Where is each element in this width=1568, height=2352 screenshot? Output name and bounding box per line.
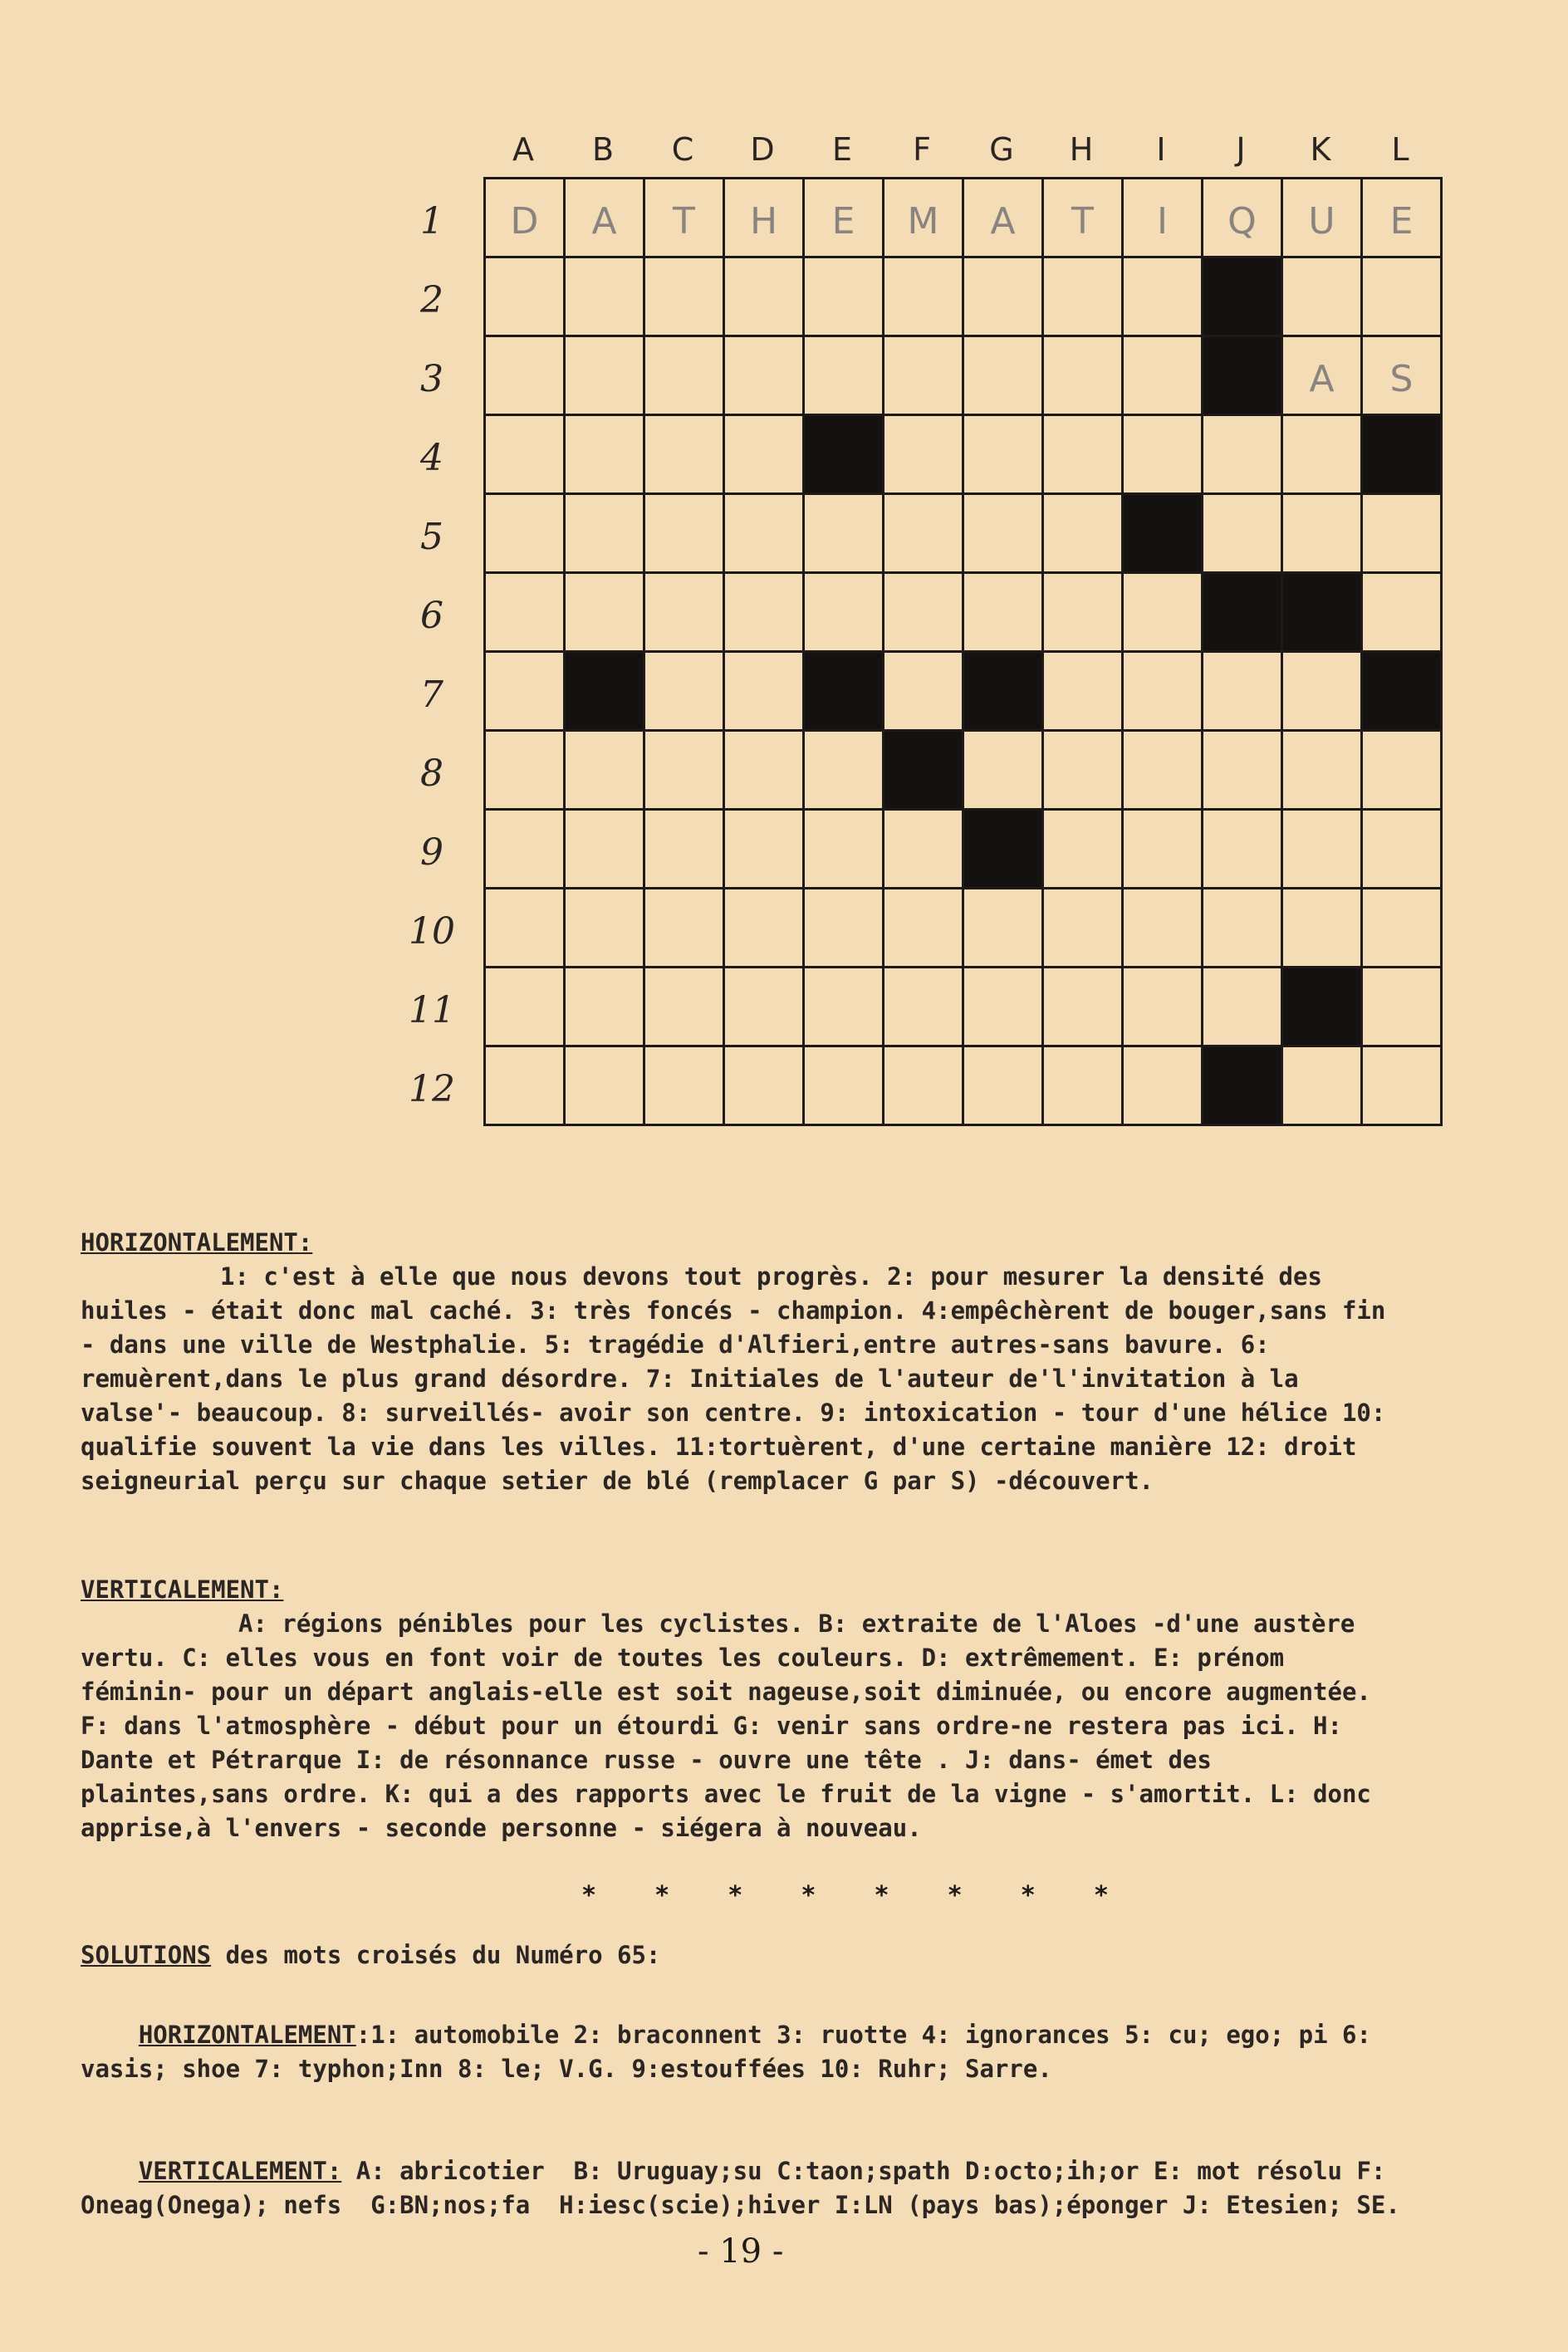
grid-cell-k7 (1283, 653, 1363, 732)
handwritten-letter: H (749, 199, 778, 243)
vertical-clues-section (81, 1573, 1401, 1845)
grid-cell-e6 (805, 574, 884, 653)
row-number-9: 9 (420, 831, 443, 874)
row-number-6: 6 (420, 595, 443, 637)
grid-cell-e12 (805, 1047, 884, 1126)
handwritten-letter: Q (1227, 199, 1257, 243)
grid-cell-e5 (805, 495, 884, 574)
grid-cell-b10 (566, 889, 645, 968)
grid-black-cell-j12 (1203, 1047, 1283, 1126)
grid-cell-l5 (1363, 495, 1443, 574)
grid-cell-c3 (645, 337, 725, 416)
grid-cell-c12 (645, 1047, 725, 1126)
grid-cell-c4 (645, 416, 725, 495)
grid-cell-a7 (486, 653, 566, 732)
grid-cell-k8 (1283, 732, 1363, 811)
grid-cell-d9 (725, 811, 805, 889)
column-letter-c: C (671, 131, 694, 168)
grid-cell-j4 (1203, 416, 1283, 495)
grid-cell-c10 (645, 889, 725, 968)
grid-cell-b4 (566, 416, 645, 495)
grid-cell-d8 (725, 732, 805, 811)
handwritten-letter: I (1157, 199, 1168, 243)
grid-black-cell-k11 (1283, 968, 1363, 1047)
row-number-1: 1 (420, 200, 443, 243)
grid-cell-g5 (964, 495, 1044, 574)
solutions-horizontal-paragraph (81, 1984, 1401, 2120)
grid-cell-h4 (1044, 416, 1124, 495)
grid-cell-i7 (1124, 653, 1203, 732)
grid-cell-c11 (645, 968, 725, 1047)
grid-cell-f4 (884, 416, 964, 495)
row-number-10: 10 (409, 910, 455, 953)
grid-black-cell-j2 (1203, 258, 1283, 337)
grid-cell-k5 (1283, 495, 1363, 574)
solutions-horizontal-heading: HORIZONTALEMENT (138, 2021, 356, 2049)
crossword-grid (483, 177, 1443, 1126)
row-number-8: 8 (420, 752, 443, 795)
handwritten-letter: T (673, 199, 695, 243)
grid-cell-e3 (805, 337, 884, 416)
grid-cell-h11 (1044, 968, 1124, 1047)
grid-cell-g6 (964, 574, 1044, 653)
solutions-title: des mots croisés du Numéro 65: (211, 1941, 661, 1969)
grid-black-cell-l7 (1363, 653, 1443, 732)
grid-cell-h1 (1044, 179, 1124, 258)
grid-cell-i6 (1124, 574, 1203, 653)
grid-cell-d10 (725, 889, 805, 968)
grid-cell-i3 (1124, 337, 1203, 416)
grid-cell-b9 (566, 811, 645, 889)
grid-cell-c9 (645, 811, 725, 889)
grid-cell-l2 (1363, 258, 1443, 337)
handwritten-letter: D (510, 199, 539, 243)
grid-cell-h12 (1044, 1047, 1124, 1126)
grid-cell-e1 (805, 179, 884, 258)
grid-cell-g4 (964, 416, 1044, 495)
grid-cell-a9 (486, 811, 566, 889)
grid-black-cell-e7 (805, 653, 884, 732)
grid-cell-d6 (725, 574, 805, 653)
grid-cell-l3 (1363, 337, 1443, 416)
grid-cell-b1 (566, 179, 645, 258)
grid-cell-j8 (1203, 732, 1283, 811)
handwritten-letter: E (831, 199, 855, 243)
column-letter-i: I (1156, 131, 1166, 168)
grid-cell-d4 (725, 416, 805, 495)
grid-cell-k4 (1283, 416, 1363, 495)
grid-cell-l12 (1363, 1047, 1443, 1126)
grid-cell-d3 (725, 337, 805, 416)
grid-cell-a8 (486, 732, 566, 811)
grid-cell-g2 (964, 258, 1044, 337)
grid-cell-l1 (1363, 179, 1443, 258)
grid-cell-b3 (566, 337, 645, 416)
column-letter-d: D (750, 131, 775, 168)
grid-cell-k10 (1283, 889, 1363, 968)
grid-cell-l10 (1363, 889, 1443, 968)
row-number-2: 2 (420, 279, 443, 321)
grid-cell-j11 (1203, 968, 1283, 1047)
grid-cell-k12 (1283, 1047, 1363, 1126)
handwritten-letter: E (1389, 199, 1414, 243)
handwritten-letter: A (591, 199, 617, 243)
grid-cell-h8 (1044, 732, 1124, 811)
grid-cell-a2 (486, 258, 566, 337)
grid-cell-l11 (1363, 968, 1443, 1047)
row-number-3: 3 (420, 358, 443, 400)
grid-cell-d1 (725, 179, 805, 258)
grid-cell-b11 (566, 968, 645, 1047)
grid-cell-g10 (964, 889, 1044, 968)
horizontal-clues-heading: HORIZONTALEMENT: (81, 1228, 313, 1257)
grid-cell-l6 (1363, 574, 1443, 653)
column-letter-l: L (1391, 131, 1409, 168)
grid-cell-g8 (964, 732, 1044, 811)
grid-cell-h2 (1044, 258, 1124, 337)
vertical-clues-heading: VERTICALEMENT: (81, 1575, 284, 1604)
row-number-11: 11 (409, 989, 455, 1031)
grid-cell-l9 (1363, 811, 1443, 889)
grid-cell-i8 (1124, 732, 1203, 811)
grid-cell-j9 (1203, 811, 1283, 889)
handwritten-letter: A (990, 199, 1016, 243)
column-letter-a: A (512, 131, 534, 168)
row-number-12: 12 (409, 1068, 455, 1110)
handwritten-letter: T (1071, 199, 1094, 243)
grid-cell-a3 (486, 337, 566, 416)
grid-cell-g12 (964, 1047, 1044, 1126)
grid-cell-k3 (1283, 337, 1363, 416)
row-numbers (399, 177, 465, 1132)
column-letter-k: K (1310, 131, 1331, 168)
grid-cell-g3 (964, 337, 1044, 416)
grid-cell-e11 (805, 968, 884, 1047)
grid-cell-c6 (645, 574, 725, 653)
grid-cell-a5 (486, 495, 566, 574)
handwritten-letter: S (1389, 357, 1414, 400)
page-number: - 19 - (698, 2232, 784, 2271)
grid-cell-i1 (1124, 179, 1203, 258)
grid-cell-i4 (1124, 416, 1203, 495)
grid-cell-b12 (566, 1047, 645, 1126)
grid-cell-k9 (1283, 811, 1363, 889)
grid-black-cell-b7 (566, 653, 645, 732)
grid-cell-d2 (725, 258, 805, 337)
grid-cell-b5 (566, 495, 645, 574)
grid-cell-f9 (884, 811, 964, 889)
grid-cell-c2 (645, 258, 725, 337)
grid-cell-l8 (1363, 732, 1443, 811)
handwritten-letter: U (1308, 199, 1335, 243)
grid-cell-d5 (725, 495, 805, 574)
grid-cell-h9 (1044, 811, 1124, 889)
grid-black-cell-l4 (1363, 416, 1443, 495)
grid-cell-f2 (884, 258, 964, 337)
grid-cell-f6 (884, 574, 964, 653)
grid-cell-a10 (486, 889, 566, 968)
grid-cell-e8 (805, 732, 884, 811)
solutions-section (81, 1938, 1401, 2256)
row-number-7: 7 (420, 674, 443, 716)
grid-cell-h6 (1044, 574, 1124, 653)
grid-cell-h5 (1044, 495, 1124, 574)
column-letters (483, 131, 1445, 173)
column-letter-b: B (591, 131, 615, 168)
grid-cell-d12 (725, 1047, 805, 1126)
horizontal-clues-section (81, 1226, 1401, 1498)
grid-cell-a1 (486, 179, 566, 258)
grid-cell-a6 (486, 574, 566, 653)
grid-cell-i10 (1124, 889, 1203, 968)
grid-cell-i12 (1124, 1047, 1203, 1126)
grid-cell-i11 (1124, 968, 1203, 1047)
solutions-heading: SOLUTIONS (81, 1941, 212, 1969)
grid-cell-e10 (805, 889, 884, 968)
column-letter-g: G (989, 131, 1014, 168)
column-letter-h: H (1069, 131, 1094, 168)
grid-black-cell-g7 (964, 653, 1044, 732)
horizontal-clues-text: 1: c'est à elle que nous devons tout progrès. 2: pour mesurer la densité des huiles - était donc mal caché. 3: très foncés - champion. 4:empêchèrent de bouger,sans fin - dans une ville de Westphalie. 5: tragédie d'Alfieri,entre autres-sans bavure. 6: remuèrent,dans le plus grand désordre. 7: Initiales de l'auteur de'l'invitation à la valse'- beaucoup. 8: surveillés- avoir son centre. 9: intoxication - tour d'une hélice 10: qualifie souvent la vie dans les villes. 11:tortuèrent, d'une certaine manière 12: droit seigneurial perçu sur chaque setier de blé (remplacer G par S) -découvert. (81, 1262, 1400, 1495)
grid-cell-f12 (884, 1047, 964, 1126)
grid-cell-j5 (1203, 495, 1283, 574)
grid-cell-a4 (486, 416, 566, 495)
grid-cell-a11 (486, 968, 566, 1047)
grid-black-cell-i5 (1124, 495, 1203, 574)
handwritten-letter: M (907, 199, 939, 243)
grid-cell-f10 (884, 889, 964, 968)
grid-cell-c5 (645, 495, 725, 574)
grid-cell-b6 (566, 574, 645, 653)
grid-black-cell-j6 (1203, 574, 1283, 653)
grid-cell-k2 (1283, 258, 1363, 337)
grid-cell-g11 (964, 968, 1044, 1047)
grid-cell-f3 (884, 337, 964, 416)
grid-black-cell-k6 (1283, 574, 1363, 653)
grid-cell-h3 (1044, 337, 1124, 416)
solutions-vertical-text: A: abricotier B: Uruguay;su C:taon;spath D:octo;ih;or E: mot résolu F: Oneag(Onega); nefs G:BN;nos;fa H:iesc(scie);hiver I:LN (pays bas);éponger J: Etesien; SE. (81, 2157, 1400, 2219)
grid-cell-b2 (566, 258, 645, 337)
grid-cell-c7 (645, 653, 725, 732)
grid-black-cell-j3 (1203, 337, 1283, 416)
solutions-vertical-heading: VERTICALEMENT: (138, 2157, 342, 2185)
grid-cell-k1 (1283, 179, 1363, 258)
grid-cell-c8 (645, 732, 725, 811)
grid-black-cell-e4 (805, 416, 884, 495)
row-number-5: 5 (420, 516, 443, 558)
row-number-4: 4 (420, 437, 443, 479)
column-letter-e: E (831, 131, 852, 168)
grid-cell-i9 (1124, 811, 1203, 889)
column-letter-j: J (1236, 131, 1246, 168)
grid-cell-g1 (964, 179, 1044, 258)
grid-cell-e2 (805, 258, 884, 337)
grid-cell-e9 (805, 811, 884, 889)
grid-cell-h7 (1044, 653, 1124, 732)
column-letter-f: F (913, 131, 931, 168)
grid-cell-f11 (884, 968, 964, 1047)
solutions-horizontal-text: :1: automobile 2: braconnent 3: ruotte 4: ignorances 5: cu; ego; pi 6: vasis; shoe 7: typhon;Inn 8: le; V.G. 9:estouffées 10: Ruhr; Sarre. (81, 2021, 1386, 2083)
grid-cell-j1 (1203, 179, 1283, 258)
grid-cell-h10 (1044, 889, 1124, 968)
grid-cell-b8 (566, 732, 645, 811)
grid-black-cell-g9 (964, 811, 1044, 889)
grid-cell-j10 (1203, 889, 1283, 968)
grid-cell-c1 (645, 179, 725, 258)
grid-cell-j7 (1203, 653, 1283, 732)
grid-cell-d7 (725, 653, 805, 732)
grid-cell-f1 (884, 179, 964, 258)
grid-cell-a12 (486, 1047, 566, 1126)
solutions-heading-line (81, 1938, 1401, 1972)
grid-cell-f7 (884, 653, 964, 732)
vertical-clues-text: A: régions pénibles pour les cyclistes. B: extraite de l'Aloes -d'une austère vertu. C: elles vous en font voir de toutes les couleurs. D: extrêmement. E: prénom féminin- pour un départ anglais-elle est soit nageuse,soit diminuée, ou encore augmentée. F: dans l'atmosphère - début pour un étourdi G: venir sans ordre-ne restera pas ici. H: Dante et Pétrarque I: de résonnance russe - ouvre une tête . J: dans- émet des plaintes,sans ordre. K: qui a des rapports avec le fruit de la vigne - s'amortit. L: donc apprise,à l'envers - seconde personne - siégera à nouveau. (81, 1610, 1386, 1842)
grid-cell-f5 (884, 495, 964, 574)
handwritten-letter: A (1309, 357, 1335, 400)
grid-cell-d11 (725, 968, 805, 1047)
grid-black-cell-f8 (884, 732, 964, 811)
section-separator-stars: * * * * * * * * (581, 1881, 1130, 1910)
grid-cell-i2 (1124, 258, 1203, 337)
